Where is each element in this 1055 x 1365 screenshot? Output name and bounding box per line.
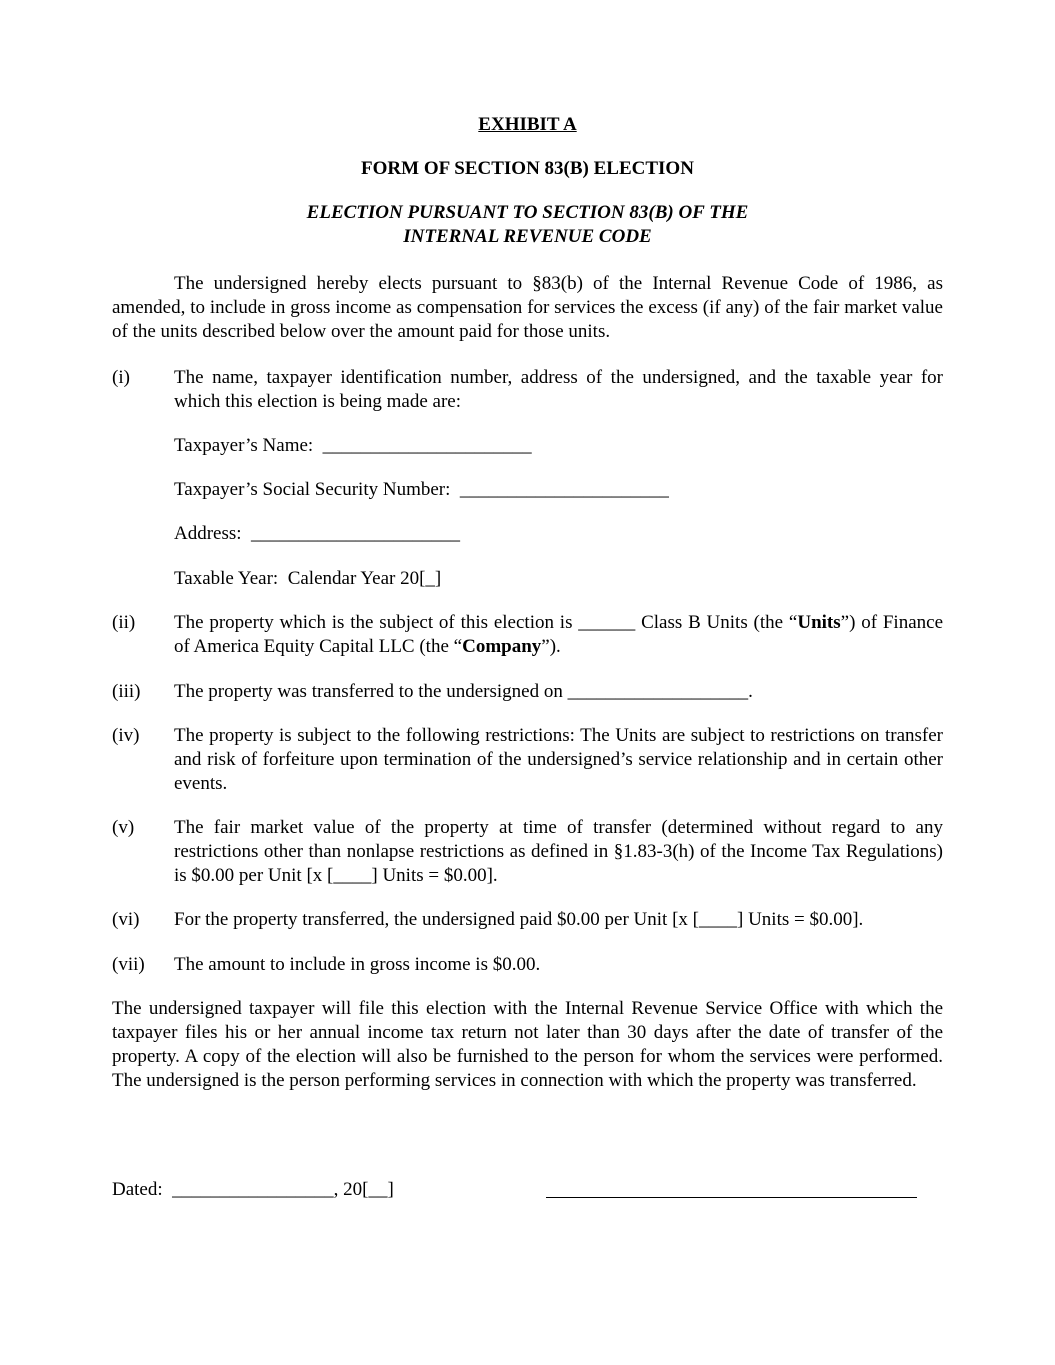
item-i [112,366,943,414]
item-vii [112,953,943,977]
item-text-part: ”). [541,636,561,657]
item-number: (vi) [112,909,140,930]
taxable-year-field: Taxable Year: Calendar Year 20[_] [174,568,442,589]
form-title: FORM OF SECTION 83(B) ELECTION [361,158,694,179]
exhibit-heading: EXHIBIT A [478,114,577,135]
closing-paragraph: The undersigned taxpayer will file this election with the Internal Revenue Service Office with which the taxpayer files his or her annual income tax return not later than 30 days after the date of transfer of the property. A copy of the election will also be furnished to the person for whom the services were performed. The undersigned is the person performing services in connection with which the property was transferred. [112,998,943,1091]
address-field: Address: ______________________ [174,523,461,544]
election-subtitle [0,201,1055,249]
item-number: (vii) [112,954,145,975]
item-text: For the property transferred, the undersigned paid $0.00 per Unit [x [____] Units = $0.00]. [174,909,864,930]
item-text-part: The property which is the subject of this election is ______ Class B Units (the “ [174,612,798,633]
signature-line [546,1197,917,1198]
item-text [174,611,943,659]
item-number: (i) [112,367,130,388]
item-text-part: ”) of Finance of America Equity Capital LLC (the “ [174,612,944,657]
item-text: The name, taxpayer identification number, address of the undersigned, and the taxable year for which this election is being made are: [174,367,943,412]
item-ii [112,611,943,659]
item-text: The property is subject to the following restrictions: The Units are subject to restrictions on transfer and risk of forfeiture upon termination of the undersigned’s service relationship and in certain other events. [174,725,943,794]
subtitle-line-2: INTERNAL REVENUE CODE [403,226,652,247]
item-text: The property was transferred to the undersigned on ___________________. [174,681,753,702]
company-defined-term: Company [462,636,542,657]
item-number: (iv) [112,725,140,746]
item-iv [112,724,943,796]
item-text: The amount to include in gross income is $0.00. [174,954,541,975]
item-text: The fair market value of the property at time of transfer (determined without regard to any restrictions other than nonlapse restrictions as defined in §1.83-3(h) of the Income Tax Regulations) is $0.00 per Unit [x [____] Units = $0.00]. [174,817,943,886]
item-vi [112,908,943,932]
intro-paragraph: The undersigned hereby elects pursuant to §83(b) of the Internal Revenue Code of 1986, as amended, to include in gross income as compensation for services the excess (if any) of the fair market value of the units described below over the amount paid for those units. [112,273,943,342]
item-number: (v) [112,817,135,838]
subtitle-line-1: ELECTION PURSUANT TO SECTION 83(B) OF THE [306,202,749,223]
item-number: (iii) [112,681,141,702]
item-iii [112,680,943,704]
taxpayer-ssn-field: Taxpayer’s Social Security Number: ______________________ [174,479,669,500]
item-number: (ii) [112,612,136,633]
item-v [112,816,943,888]
taxpayer-name-field: Taxpayer’s Name: ______________________ [174,435,532,456]
units-defined-term: Units [797,612,841,633]
dated-line: Dated: _________________, 20[__] [112,1179,394,1200]
